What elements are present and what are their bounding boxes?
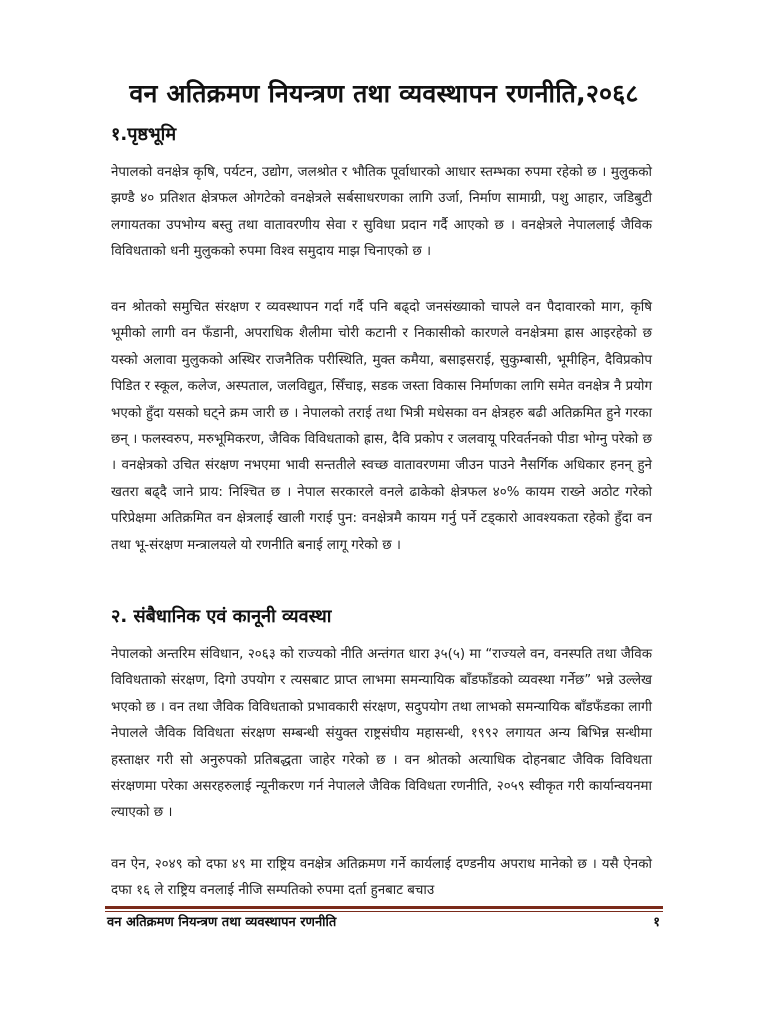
document-title: वन अतिक्रमण नियन्त्रण तथा व्यवस्थापन रणनीति,२०६८ [129,79,639,108]
paragraph-legal-2: वन ऐन, २०४९ को दफा ४९ मा राष्ट्रिय वनक्षेत्र अतिक्रमण गर्ने कार्यलाई दण्डनीय अपराध मानेको छ । यसै ऐनको दफा १६ ले राष्ट्रिय वनलाई नीजि सम्पतिको रुपमा दर्ता हुनबाट बचाउ [111,857,652,899]
section-heading-background: १.पृष्ठभूमि [111,124,177,145]
paragraph-legal-1: नेपालको अन्तरिम संविधान, २०६३ को राज्यको नीति अन्तंगत धारा ३५(५) मा “राज्यले वन, वनस्पति तथा जैविक विविधताको संरक्षण, दिगो उपयोग र त्यसबाट प्राप्त लाभमा समन्यायिक बाँडफाँडको व्यवस्था गर्नेछ” भन्ने उल्लेख भएको छ । वन तथा जैविक विविधताको प्रभावकारी संरक्षण, सदुपयोग तथा लाभको समन्यायिक बाँडफँडका लागी नेपालले जैविक विविधता संरक्षण सम्बन्धी संयुक्त राष्ट्रसंघीय महासन्धी, १९९२ लगायत अन्य बिभिन्न सन्धीमा हस्ताक्षर गरी सो अनुरुपको प्रतिबद्धता जाहेर गरेको छ । वन श्रोतको अत्याधिक दोहनबाट जैविक विविधता संरक्षणमा परेका असरहरुलाई न्यूनीकरण गर्न नेपालले जैविक विविधता रणनीति, २०५९ स्वीकृत गरी कार्यान्वयनमा ल्याएको छ । [111,647,652,821]
paragraph-background-1: नेपालको वनक्षेत्र कृषि, पर्यटन, उद्योग, जलश्रोत र भौतिक पूर्वाधारको आधार स्तम्भका रुपमा रहेको छ । मुलुकको झण्डै ४० प्रतिशत क्षेत्रफल ओगटेको वनक्षेत्रले सर्बसाधरणका लागि उर्जा, निर्माण सामाग्री, पशु आहार, जडिबुटी लगायतका उपभोग्य बस्तु तथा वातावरणीय सेवा र सुविधा प्रदान गर्दै आएको छ । वनक्षेत्रले नेपाललाई जैविक विविधताको धनी मुलुकको रुपमा विश्व समुदाय माझ चिनाएको छ । [111,165,652,260]
footer-rule-thick [105,906,663,909]
footer-running-title: वन अतिक्रमण नियन्त्रण तथा व्यवस्थापन रणनीति [107,915,337,930]
paragraph-background-2: वन श्रोतको समुचित संरक्षण र व्यवस्थापन गर्दा गर्दै पनि बढ्दो जनसंख्याको चापले वन पैदावारको माग, कृषि भूमीको लागी वन फँडानी, अपराधिक शैलीमा चोरी कटानी र निकासीको कारणले वनक्षेत्रमा ह्रास आइरहेको छ यस्को अलावा मुलुकको अस्थिर राजनैतिक परीस्थिति, मुक्त कमैया, बसाइसराई, सुकुम्बासी, भूमीहिन, दैविप्रकोप पिडित र स्कूल, कलेज, अस्पताल, जलविद्युत, सिँचाइ, सडक जस्ता विकास निर्माणका लागि समेत वनक्षेत्र नै प्रयोग भएको हुँदा यसको घट्ने क्रम जारी छ । नेपालको तराई तथा भित्री मधेसका वन क्षेत्रहरु बढी अतिक्रमित हुने गरका छन् । फलस्वरुप, मरुभूमिकरण, जैविक विविधताको ह्रास, दैवि प्रकोप र जलवायू परिवर्तनको पीडा भोग्नु परेको छ । वनक्षेत्रको उचित संरक्षण नभएमा भावी सन्ततीले स्वच्छ वातावरणमा जीउन पाउने नैसर्गिक अधिकार हनन् हुने खतरा बढ्दै जाने प्राय: निश्चित छ । नेपाल सरकारले वनले ढाकेको क्षेत्रफल ४०% कायम राख्ने अठोट गरेको परिप्रेक्षमा अतिक्रमित वन क्षेत्रलाई खाली गराई पुन: वनक्षेत्रमै कायम गर्नु पर्ने टड्कारो आवश्यकता रहेको हुँदा वन तथा भू-संरक्षण मन्त्रालयले यो रणनीति बनाई लागू गरेको छ । [111,300,652,553]
footer-rule-thin [105,911,663,912]
section-heading-legal: २. संबैधानिक एवं कानूनी व्यवस्था [111,606,332,627]
footer-page-number: १ [653,915,660,930]
